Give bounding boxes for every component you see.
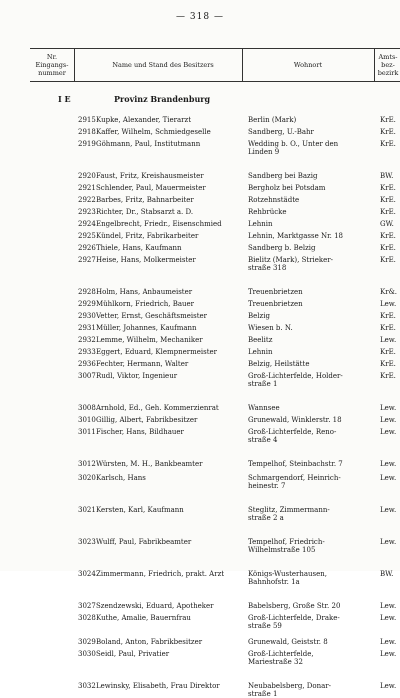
residence: [248, 220, 374, 228]
residence-line: Rotzehnstädte: [248, 196, 300, 204]
residence: [248, 324, 374, 332]
entry-number: 2933: [78, 348, 96, 356]
district-code: Lew.: [380, 614, 397, 622]
residence-line: straße 1: [248, 380, 278, 388]
owner-name: Fischer, Hans, Bildhauer: [96, 428, 184, 436]
entry-number: 2936: [78, 360, 96, 368]
district-code: Kr&.: [380, 288, 398, 296]
section-title: Provinz Brandenburg: [114, 94, 211, 104]
owner-name: Holm, Hans, Anbaumeister: [96, 288, 193, 296]
residence-line: Königs-Wusterhausen,: [248, 570, 328, 578]
owner-name: Boland, Anton, Fabrikbesitzer: [96, 638, 203, 646]
entry-number: 2918: [78, 128, 96, 136]
district-code: Lew.: [380, 404, 397, 412]
entry-number: 2921: [78, 184, 96, 192]
entry-number: 2925: [78, 232, 96, 240]
residence-line: Babelsberg, Große Str. 20: [248, 602, 341, 610]
residence: [248, 288, 374, 296]
owner-name: Engelbrecht, Friedr., Eisenschmied: [96, 220, 222, 228]
residence-line: Rehbrücke: [248, 208, 287, 216]
residence-line: straße 1: [248, 690, 278, 698]
residence-line: Sandberg bei Bazig: [248, 172, 318, 180]
header-col-residence: Wohnort: [293, 61, 323, 69]
district-code: KrE.: [380, 360, 396, 368]
residence-line: Groß-Lichterfelde, Drake-: [248, 614, 340, 622]
residence-line: Linden 9: [248, 148, 280, 156]
entry-number: 3028: [78, 614, 96, 622]
residence-line: Tempelhof, Steinbachstr. 7: [248, 460, 343, 468]
owner-name: Faust, Fritz, Kreishausmeister: [96, 172, 204, 180]
residence: [248, 460, 374, 468]
entry-number: 2929: [78, 300, 96, 308]
district-code: Lew.: [380, 460, 397, 468]
residence: [248, 348, 374, 356]
owner-name: Barbes, Fritz, Bahnarbeiter: [96, 196, 194, 204]
residence-line: Berlin (Mark): [248, 116, 297, 124]
residence: [248, 172, 374, 180]
residence-line: Belzig, Heilstätte: [248, 360, 310, 368]
owner-name: Göhmann, Paul, Institutmann: [96, 140, 201, 148]
entry-number: 3029: [78, 638, 96, 646]
residence-line: Groß-Lichterfelde,: [248, 650, 314, 658]
owner-name: Kersten, Karl, Kaufmann: [96, 506, 184, 514]
district-code: Lew.: [380, 506, 397, 514]
entry-number: 2920: [78, 172, 96, 180]
district-code: KrE.: [380, 324, 396, 332]
residence-line: straße 4: [248, 436, 278, 444]
district-code: Lew.: [380, 474, 397, 482]
district-code: KrE.: [380, 348, 396, 356]
owner-name: Arnhold, Ed., Geh. Kommerzienrat: [96, 404, 219, 412]
residence: [248, 116, 374, 124]
entry-number: 2927: [78, 256, 96, 264]
residence: [248, 256, 374, 272]
residence: [248, 650, 374, 666]
header-divider: [74, 49, 75, 81]
residence: [248, 184, 374, 192]
district-code: Lew.: [380, 416, 397, 424]
header-col-number: Nr. Eingangs- nummer: [35, 53, 69, 77]
district-code: Lew.: [380, 682, 397, 690]
owner-name: Heise, Hans, Molkermeister: [96, 256, 196, 264]
district-code: KrE.: [380, 372, 396, 380]
owner-name: Lemme, Wilhelm, Mechaniker: [96, 336, 203, 344]
district-code: Lew.: [380, 428, 397, 436]
section-code: I E: [58, 94, 71, 104]
residence: [248, 474, 374, 490]
residence-line: Belzig: [248, 312, 270, 320]
owner-name: Würsten, M. H., Bankbeamter: [96, 460, 203, 468]
residence: [248, 372, 374, 388]
district-code: KrE.: [380, 256, 396, 264]
residence-line: Bergholz bei Potsdam: [248, 184, 326, 192]
residence-line: Bielitz (Mark), Strieker-: [248, 256, 334, 264]
residence: [248, 638, 374, 646]
residence: [248, 140, 374, 156]
district-code: GW.: [380, 220, 394, 228]
residence-line: Wedding b. O., Unter den: [248, 140, 339, 148]
owner-name: Rudl, Viktor, Ingenieur: [96, 372, 178, 380]
district-code: KrE.: [380, 128, 396, 136]
residence-line: Sandberg b. Belzig: [248, 244, 316, 252]
district-code: Lew.: [380, 638, 397, 646]
residence-line: straße 318: [248, 264, 287, 272]
district-code: KrE.: [380, 140, 396, 148]
entry-number: 3023: [78, 538, 96, 546]
residence-line: Lehnin: [248, 220, 273, 228]
residence: [248, 404, 374, 412]
entry-number: 3007: [78, 372, 96, 380]
residence-line: straße 59: [248, 622, 282, 630]
residence: [248, 682, 374, 698]
district-code: Lew.: [380, 538, 397, 546]
residence: [248, 196, 374, 204]
owner-name: Mühlkorn, Friedrich, Bauer: [96, 300, 195, 308]
entry-number: 3030: [78, 650, 96, 658]
header-col-district: Amts- bez- bezirk: [377, 53, 399, 77]
district-code: Lew.: [380, 336, 397, 344]
owner-name: Vetter, Ernst, Geschäftsmeister: [96, 312, 208, 320]
residence-line: straße 2 a: [248, 514, 284, 522]
owner-name: Kuthe, Amalie, Bauernfrau: [96, 614, 191, 622]
residence: [248, 336, 374, 344]
residence-line: Lehnin: [248, 348, 273, 356]
residence: [248, 614, 374, 630]
entry-number: 2932: [78, 336, 96, 344]
header-divider: [374, 49, 375, 81]
district-code: KrE.: [380, 312, 396, 320]
entry-number: 3024: [78, 570, 96, 578]
entry-number: 2931: [78, 324, 96, 332]
residence: [248, 208, 374, 216]
residence-line: Groß-Lichterfelde, Holder-: [248, 372, 343, 380]
owner-name: Szendzewski, Eduard, Apotheker: [96, 602, 214, 610]
district-code: KrE.: [380, 116, 396, 124]
entry-number: 2922: [78, 196, 96, 204]
residence-line: Steglitz, Zimmermann-: [248, 506, 330, 514]
owner-name: Kupke, Alexander, Tierarzt: [96, 116, 192, 124]
residence-line: Treuenbrietzen: [248, 300, 303, 308]
owner-name: Schlender, Paul, Mauermeister: [96, 184, 206, 192]
owner-name: Richter, Dr., Stabsarzt a. D.: [96, 208, 194, 216]
entry-number: 2919: [78, 140, 96, 148]
owner-name: Kaffer, Wilhelm, Schmiedgeselle: [96, 128, 211, 136]
residence: [248, 428, 374, 444]
page-number: — 318 —: [176, 12, 224, 22]
residence-line: Grunewald, Winklerstr. 18: [248, 416, 342, 424]
residence: [248, 312, 374, 320]
residence-line: heinestr. 7: [248, 482, 286, 490]
entry-number: 3011: [78, 428, 96, 436]
owner-name: Müller, Johannes, Kaufmann: [96, 324, 197, 332]
district-code: KrE.: [380, 232, 396, 240]
entry-number: 3010: [78, 416, 96, 424]
district-code: Lew.: [380, 650, 397, 658]
residence: [248, 506, 374, 522]
residence-line: Grunewald, Geiststr. 8: [248, 638, 328, 646]
residence-line: Groß-Lichterfelde, Reno-: [248, 428, 337, 436]
owner-name: Eggert, Eduard, Klempnermeister: [96, 348, 218, 356]
residence-line: Sandberg, U.-Bahr: [248, 128, 314, 136]
district-code: BW.: [380, 172, 394, 180]
owner-name: Fechter, Hermann, Walter: [96, 360, 189, 368]
residence: [248, 538, 374, 554]
table-header: [30, 48, 400, 82]
entry-number: 2923: [78, 208, 96, 216]
district-code: KrE.: [380, 184, 396, 192]
owner-name: Gillig, Albert, Fabrikbesitzer: [96, 416, 198, 424]
residence-line: Tempelhof, Friedrich-: [248, 538, 325, 546]
residence-line: Wannsee: [248, 404, 280, 412]
entry-number: 3020: [78, 474, 96, 482]
owner-name: Wulff, Paul, Fabrikbeamter: [96, 538, 192, 546]
district-code: KrE.: [380, 244, 396, 252]
residence-line: Wiesen b. N.: [248, 324, 293, 332]
residence: [248, 416, 374, 424]
residence: [248, 244, 374, 252]
residence: [248, 570, 374, 586]
residence: [248, 360, 374, 368]
owner-name: Seidl, Paul, Privatier: [96, 650, 170, 658]
header-divider: [242, 49, 243, 81]
district-code: KrE.: [380, 208, 396, 216]
residence: [248, 232, 374, 240]
residence-line: Lehnin, Marktgasse Nr. 18: [248, 232, 344, 240]
residence: [248, 300, 374, 308]
residence-line: Schmargendorf, Heinrich-: [248, 474, 341, 482]
district-code: Lew.: [380, 602, 397, 610]
residence-line: Treuenbrietzen: [248, 288, 303, 296]
entry-number: 3021: [78, 506, 96, 514]
entry-number: 2926: [78, 244, 96, 252]
entry-number: 3008: [78, 404, 96, 412]
residence: [248, 602, 374, 610]
residence-line: Mariestraße 32: [248, 658, 303, 666]
residence-line: Wilhelmstraße 105: [248, 546, 316, 554]
owner-name: Thiele, Hans, Kaufmann: [96, 244, 182, 252]
entry-number: 2915: [78, 116, 96, 124]
district-code: Lew.: [380, 300, 397, 308]
district-code: KrE.: [380, 196, 396, 204]
entry-number: 2928: [78, 288, 96, 296]
header-col-name: Name und Stand des Besitzers: [112, 61, 214, 69]
entry-number: 3012: [78, 460, 96, 468]
owner-name: Zimmermann, Friedrich, prakt. Arzt: [96, 570, 225, 578]
residence: [248, 128, 374, 136]
owner-name: Lewinsky, Elisabeth, Frau Direktor: [96, 682, 220, 690]
entry-number: 2924: [78, 220, 96, 228]
district-code: BW.: [380, 570, 394, 578]
owner-name: Karlsch, Hans: [96, 474, 146, 482]
entry-number: 3032: [78, 682, 96, 690]
section-heading: [58, 94, 211, 104]
entry-number: 3027: [78, 602, 96, 610]
owner-name: Kündel, Fritz, Fabrikarbeiter: [96, 232, 199, 240]
residence-line: Bahnhofstr. 1a: [248, 578, 300, 586]
residence-line: Beelitz: [248, 336, 273, 344]
residence-line: Neubabelsberg, Donar-: [248, 682, 332, 690]
entry-number: 2930: [78, 312, 96, 320]
